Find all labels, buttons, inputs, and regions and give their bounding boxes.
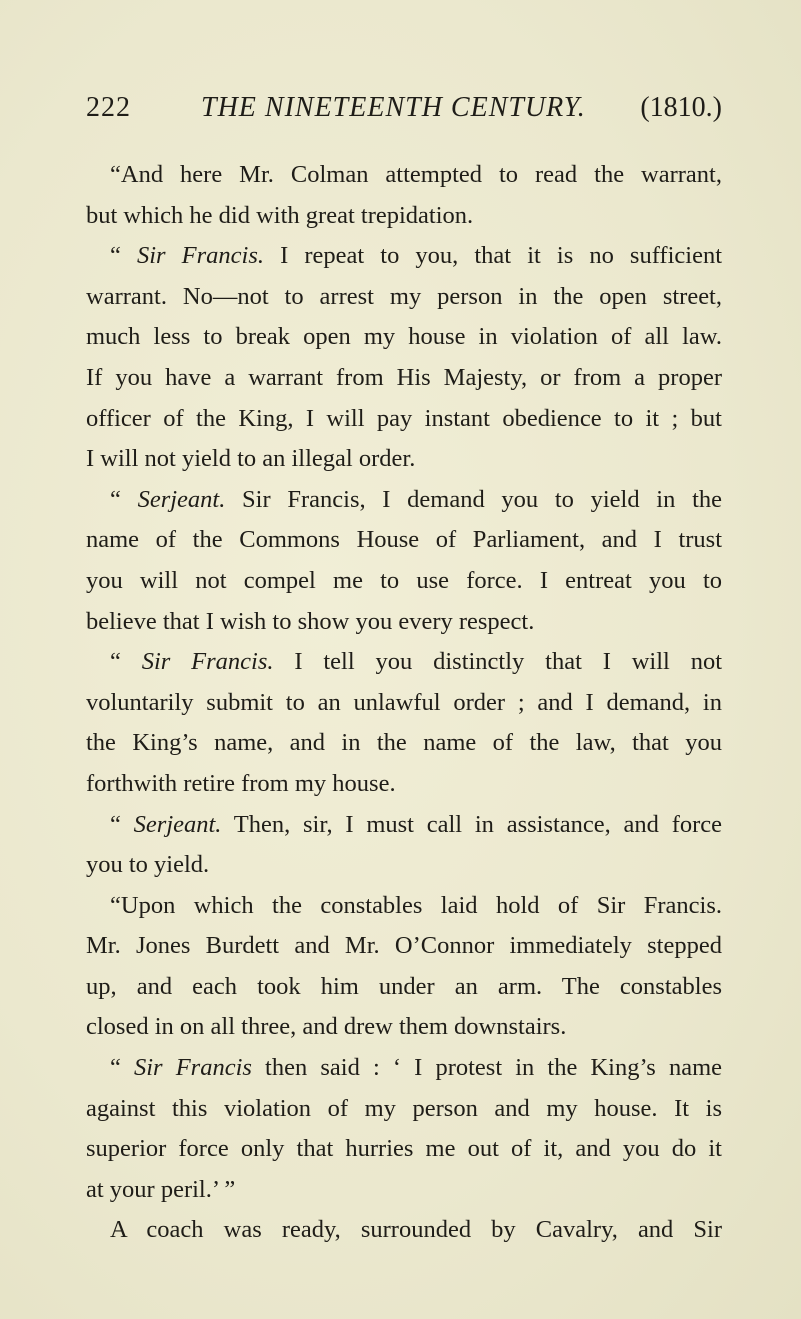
text-line [86,196,722,237]
text-run: “And here Mr. Colman attempted to read the warrant, [110,161,722,188]
text-run: Mr. Jones Burdett and Mr. O’Connor immediately stepped [86,932,722,960]
text-run: “ [110,810,134,838]
text-run: “Upon which the constables laid hold of Sir Francis. [110,891,722,919]
text-run: you to yield. [86,851,210,879]
text-run: If you have a warrant from His Majesty, or from a proper [86,363,722,391]
text-line [86,1210,722,1251]
text-run: “ [110,242,137,270]
text-run: forthwith retire from my house. [86,769,396,797]
text-run: A coach was ready, surrounded by Cavalry, and Sir [110,1216,722,1244]
text-line [86,520,722,561]
text-run: warrant. No—not to arrest my person in the open street, [86,282,722,310]
text-run: but which he did with great trepidation. [86,201,474,229]
text-line [86,886,722,927]
text-line [86,1048,722,1089]
text-run: “ [110,1054,134,1082]
body-text [86,155,722,1251]
text-line [86,1007,722,1048]
text-line [86,1129,722,1170]
text-line [86,155,722,196]
text-line [86,1089,722,1130]
text-line [86,967,722,1008]
speaker-name: Sir Francis. [136,242,264,270]
text-run: much less to break open my house in violation of all law. [86,323,722,351]
text-run: name of the Commons House of Parliament, and I trust [86,526,722,554]
text-line [86,845,722,886]
text-run: then said : ‘ I protest in the King’s name [251,1054,722,1082]
text-run: I tell you distinctly that I will not [273,648,723,676]
text-line [86,805,722,846]
text-line [86,764,722,805]
text-run: superior force only that hurries me out of it, and you do it [86,1135,722,1163]
text-run: “ [110,648,142,676]
text-line [86,317,722,358]
text-run: I repeat to you, that it is no sufficient [264,242,723,270]
text-run: at your peril.’ ” [86,1175,236,1203]
text-run: closed in on all three, and drew them downstairs. [86,1013,567,1041]
text-run: officer of the King, I will pay instant obedience to it ; but [86,404,722,432]
text-line [86,1170,722,1211]
text-run: Sir Francis, I demand you to yield in the [225,485,722,513]
text-line [86,683,722,724]
text-line [86,602,722,643]
text-line [86,236,722,277]
text-line [86,358,722,399]
speaker-name: Serjeant. [133,810,222,838]
text-line [86,277,722,318]
text-run: voluntarily submit to an unlawful order ; and I demand, in [86,688,722,716]
text-run: you will not compel me to use force. I entreat you to [86,566,722,594]
text-line [86,439,722,480]
text-run: I will not yield to an illegal order. [86,445,416,473]
speaker-name: Sir Francis. [141,648,274,676]
text-run: up, and each took him under an arm. The constables [86,972,722,1000]
text-line [86,480,722,521]
text-line [86,723,722,764]
running-date: (1810.) [640,92,722,123]
running-title: THE NINETEENTH CENTURY. [201,92,586,123]
text-line [86,399,722,440]
text-line [86,642,722,683]
speaker-name: Sir Francis [134,1054,252,1082]
speaker-name: Serjeant. [137,485,226,513]
running-header [86,88,722,128]
page-number: 222 [86,92,131,123]
text-line [86,561,722,602]
text-run: believe that I wish to show you every respect. [86,607,535,635]
text-run: against this violation of my person and my house. It is [86,1094,722,1122]
text-run: the King’s name, and in the name of the law, that you [86,729,722,757]
text-run: “ [110,485,138,513]
text-run: Then, sir, I must call in assistance, and force [221,810,723,838]
text-line [86,926,722,967]
